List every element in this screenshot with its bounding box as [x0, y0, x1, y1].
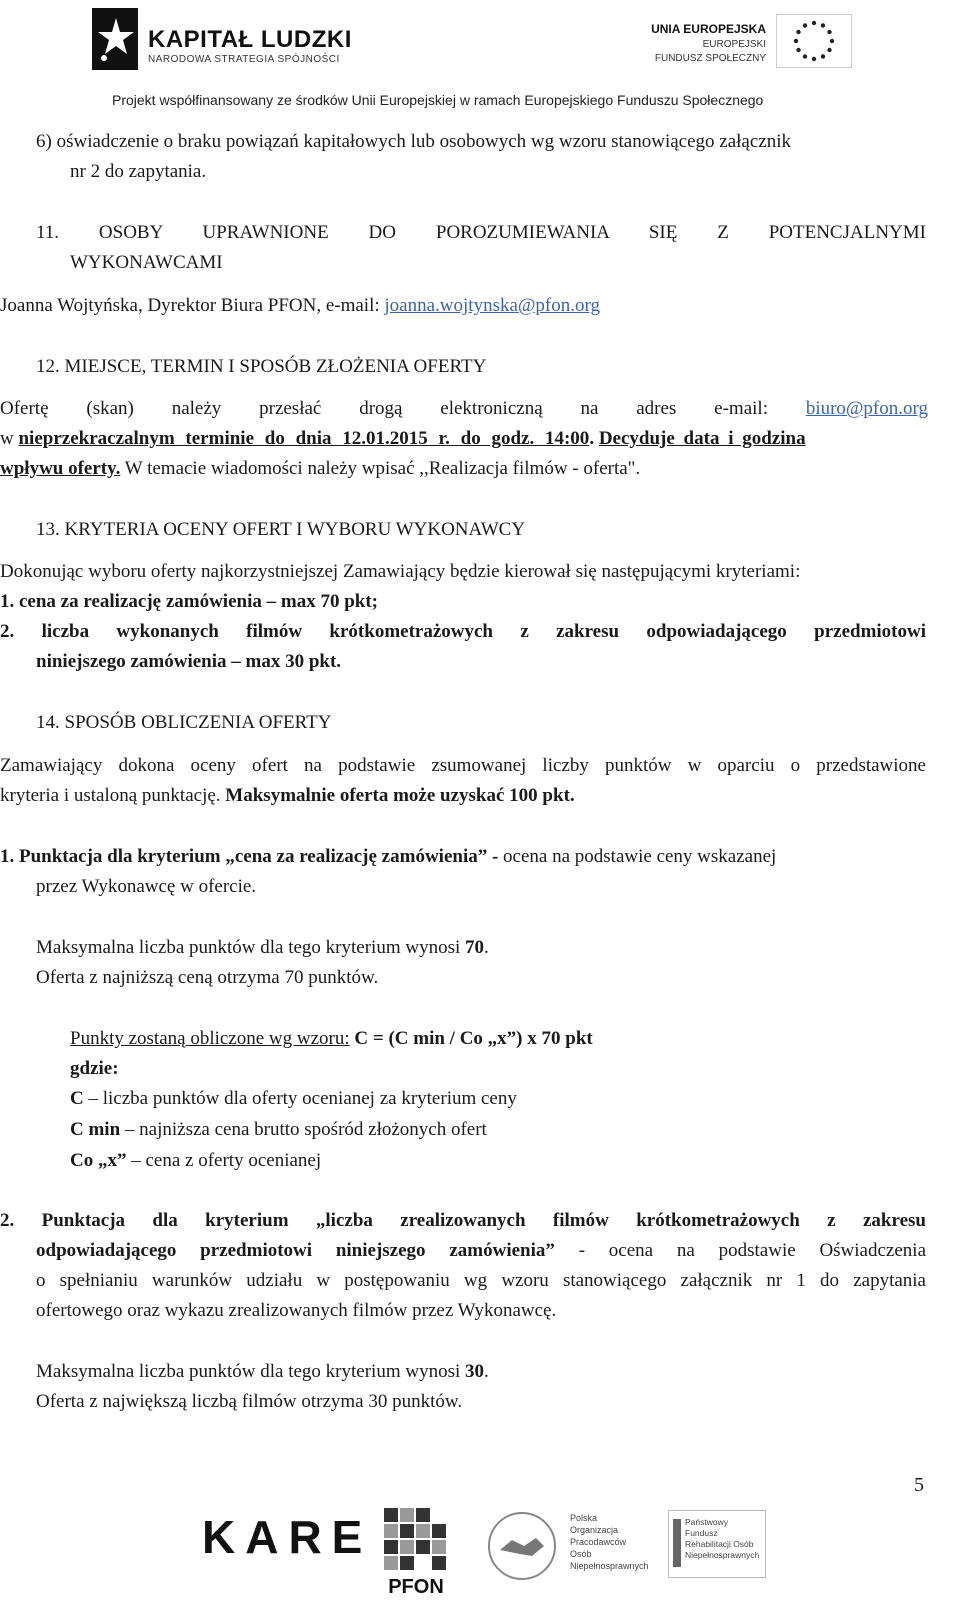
s13-intro: Dokonując wyboru oferty najkorzystniejszej Zamawiający będzie kierował się następującymi kryteriami:: [0, 561, 801, 582]
header: [0, 0, 960, 112]
s11-contact: [0, 291, 600, 321]
eu-line1: UNIA EUROPEJSKA: [651, 22, 766, 36]
criterion-2-line1: 2. Punktacja dla kryterium „liczba zrealizowanych filmów krótkometrażowych z zakresu: [0, 1210, 926, 1231]
def2-text: – najniższa cena brutto spośród złożonych ofert: [120, 1119, 487, 1140]
max-points-text: Maksymalnie oferta może uzyskać 100 pkt.: [225, 785, 575, 806]
deadline-text: nieprzekraczalnym terminie do dnia 12.01.2015 r. do godz. 14:00: [18, 428, 590, 449]
handshake-icon: [486, 1510, 558, 1582]
page-number: 5: [914, 1474, 924, 1496]
polska-organizacja-text: Polska Organizacja Pracodawców Osób Niepełnosprawnych: [570, 1513, 649, 1571]
criteria-item-2-line1: 2. liczba wykonanych filmów krótkometrażowych z zakresu odpowiadającego przedmiotowi: [0, 621, 926, 642]
formula-line: [70, 1024, 593, 1054]
contact-text: Joanna Wojtyńska, Dyrektor Biura PFON, e-mail:: [0, 295, 385, 316]
pfon-logo: [382, 1506, 450, 1602]
criteria-item-2-line2: niniejszego zamówienia – max 30 pkt.: [36, 651, 342, 672]
formula-label: Punkty zostaną obliczone wg wzoru:: [70, 1028, 350, 1049]
criterion-1-max: [36, 933, 489, 963]
s14-para-line2: [0, 781, 575, 811]
kapital-ludzki-logo: [92, 8, 138, 70]
subject-instruction: W temacie wiadomości należy wpisać ,,Realizacja filmów - oferta".: [120, 458, 641, 479]
s14-para-text: kryteria i ustaloną punktację.: [0, 785, 226, 806]
criterion-2-line3: o spełnianiu warunków udziału w postępowaniu wg wzoru stanowiącego załącznik nr 1 do zapytania: [36, 1270, 926, 1291]
deadline-dot: .: [589, 428, 599, 449]
eu-flag: [776, 14, 852, 68]
decides-text-end: wpływu oferty.: [0, 458, 121, 479]
formula-def-2: [70, 1115, 487, 1145]
criterion-1-line2: przez Wykonawcę w ofercie.: [36, 876, 257, 897]
criterion-1-lowest: Oferta z najniższą ceną otrzyma 70 punktów.: [36, 967, 379, 988]
s14-heading: 14. SPOSÓB OBLICZENIA OFERTY: [36, 712, 332, 733]
c1-max-text: Maksymalna liczba punktów dla tego kryterium wynosi: [36, 937, 465, 958]
s12-line3: [0, 454, 640, 484]
s13-heading: 13. KRYTERIA OCENY OFERT I WYBORU WYKONAWCY: [36, 519, 526, 540]
s12-line1: [0, 394, 928, 424]
star-icon: [92, 8, 138, 70]
eu-line3: FUNDUSZ SPOŁECZNY: [654, 53, 766, 64]
pfon-mosaic-icon: [382, 1506, 450, 1576]
s12-heading: 12. MIEJSCE, TERMIN I SPOSÓB ZŁOŻENIA OFERTY: [36, 356, 487, 377]
criterion-2-max: [36, 1357, 489, 1387]
def3-term: Co „x”: [70, 1150, 127, 1171]
eu-stars-icon: [777, 15, 851, 67]
s12-line1-text: Ofertę (skan) należy przesłać drogą elektroniczną na adres e-mail:: [0, 398, 768, 419]
project-cofinanced-line: Projekt współfinansowany ze środków Unii Europejskiej w ramach Europejskiego Funduszu Społecznego: [112, 92, 764, 108]
c2-max-value: 30: [465, 1361, 484, 1382]
pfron-mark: [673, 1519, 681, 1567]
office-email-link[interactable]: biuro@pfon.org: [805, 398, 928, 419]
handshake-logo: [486, 1510, 558, 1582]
s11-heading-line1: 11. OSOBY UPRAWNIONE DO POROZUMIEWANIA SIĘ Z POTENCJALNYMI: [36, 222, 926, 243]
def3-text: – cena z oferty ocenianej: [126, 1150, 322, 1171]
s6-line2: nr 2 do zapytania.: [70, 161, 207, 182]
kl-title: KAPITAŁ LUDZKI: [148, 26, 352, 53]
criteria-item-1: 1. cena za realizację zamówienia – max 70 pkt;: [0, 591, 378, 612]
criterion-1-desc: ocena na podstawie ceny wskazanej: [498, 846, 777, 867]
criterion-1-title: 1. Punktacja dla kryterium „cena za realizację zamówienia” -: [0, 846, 499, 867]
def1-term: C: [70, 1088, 84, 1109]
c1-max-dot: .: [484, 937, 489, 958]
pfron-logo: [668, 1510, 766, 1578]
s14-para-line1: Zamawiający dokona oceny ofert na podstawie zsumowanej liczby punktów w oparciu o przedstawione: [0, 755, 926, 776]
def2-term: C min: [70, 1119, 121, 1140]
formula-value: C = (C min / Co „x”) x 70 pkt: [349, 1028, 593, 1049]
pfon-text: PFON: [388, 1576, 444, 1598]
eu-line2: EUROPEJSKI: [702, 39, 766, 50]
kare-logo: KARE: [202, 1511, 373, 1563]
formula-def-3: [70, 1146, 321, 1176]
contact-email-link[interactable]: joanna.wojtynska@pfon.org: [384, 295, 600, 316]
kl-subtitle: NARODOWA STRATEGIA SPÓJNOŚCI: [148, 54, 340, 65]
criterion-2-line2: [36, 1236, 926, 1266]
def1-text: – liczba punktów dla oferty ocenianej za kryterium ceny: [83, 1088, 517, 1109]
c2-max-text: Maksymalna liczba punktów dla tego kryterium wynosi: [36, 1361, 465, 1382]
criterion-2-line4: ofertowego oraz wykazu zrealizowanych filmów przez Wykonawcę.: [36, 1300, 557, 1321]
formula-where: gdzie:: [70, 1058, 119, 1079]
s11-heading-line2: WYKONAWCAMI: [70, 252, 223, 273]
c1-max-value: 70: [465, 937, 484, 958]
c2-max-dot: .: [484, 1361, 489, 1382]
pfron-text: Państwowy Fundusz Rehabilitacji Osób Niepełnosprawnych: [685, 1517, 760, 1560]
s6-line1: 6) oświadczenie o braku powiązań kapitałowych lub osobowych wg wzoru stanowiącego załącznik: [36, 131, 791, 152]
criterion-2-desc: - ocena na podstawie Oświadczenia: [578, 1240, 927, 1261]
s12-line2: [0, 424, 928, 454]
formula-def-1: [70, 1084, 517, 1114]
criterion-2-title-end: odpowiadającego przedmiotowi niniejszego zamówienia”: [36, 1240, 555, 1261]
criterion-2-most: Oferta z największą liczbą filmów otrzyma 30 punktów.: [36, 1391, 463, 1412]
decides-text: Decyduje data i godzina: [598, 428, 806, 449]
criterion-1-line1: [0, 842, 776, 872]
s12-w: w: [0, 428, 19, 449]
